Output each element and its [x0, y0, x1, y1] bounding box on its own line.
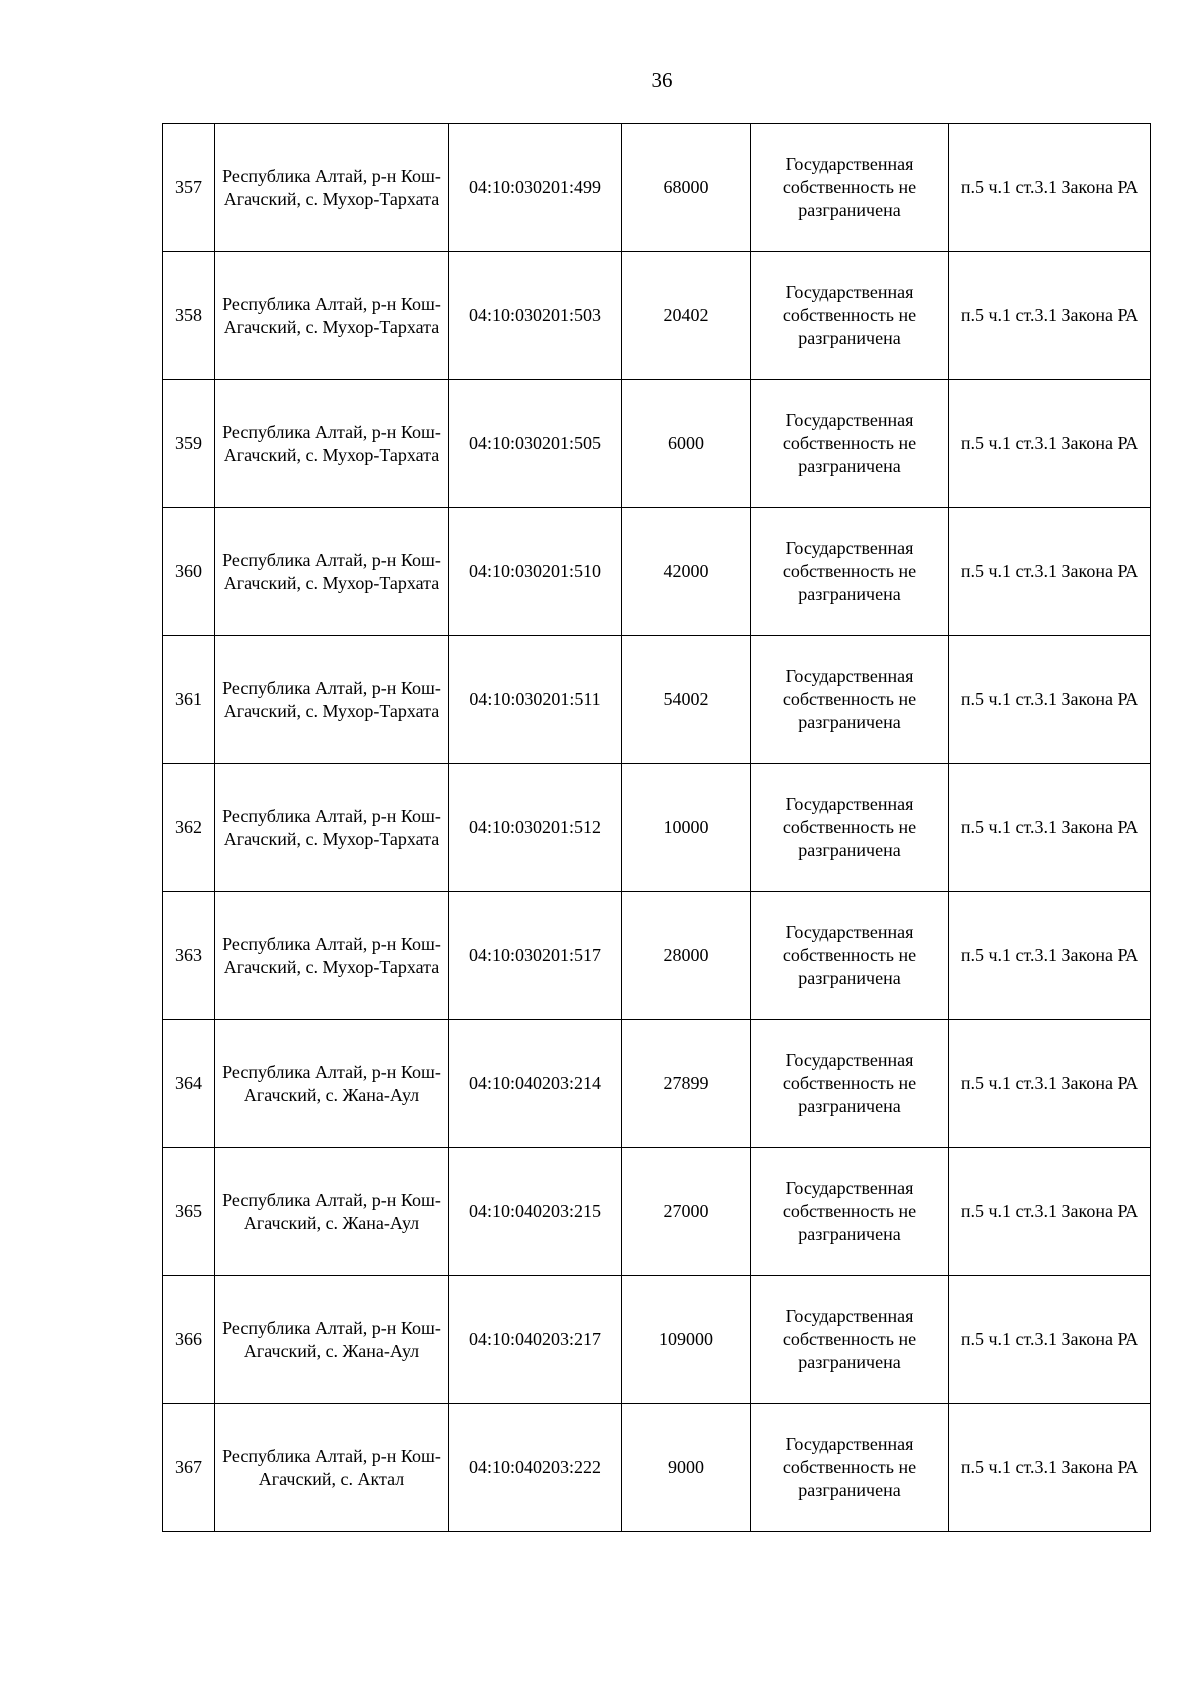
legal-basis-cell: п.5 ч.1 ст.3.1 Закона РА [949, 636, 1151, 764]
ownership-cell: Государственная собственность не разграничена [751, 1404, 949, 1532]
legal-basis-cell: п.5 ч.1 ст.3.1 Закона РА [949, 764, 1151, 892]
area-cell: 68000 [622, 124, 751, 252]
area-cell: 54002 [622, 636, 751, 764]
row-number-cell: 360 [163, 508, 215, 636]
address-cell: Республика Алтай, р-н Кош-Агачский, с. Мухор-Тархата [215, 252, 449, 380]
ownership-cell: Государственная собственность не разграничена [751, 1276, 949, 1404]
ownership-cell: Государственная собственность не разграничена [751, 380, 949, 508]
cadastral-number-cell: 04:10:030201:510 [449, 508, 622, 636]
ownership-cell: Государственная собственность не разграничена [751, 636, 949, 764]
row-number-cell: 366 [163, 1276, 215, 1404]
cadastral-number-cell: 04:10:040203:222 [449, 1404, 622, 1532]
legal-basis-cell: п.5 ч.1 ст.3.1 Закона РА [949, 508, 1151, 636]
ownership-cell: Государственная собственность не разграничена [751, 1020, 949, 1148]
table-row [163, 252, 1151, 380]
table-row [163, 764, 1151, 892]
area-cell: 109000 [622, 1276, 751, 1404]
ownership-cell: Государственная собственность не разграничена [751, 1148, 949, 1276]
cadastral-number-cell: 04:10:040203:215 [449, 1148, 622, 1276]
address-cell: Республика Алтай, р-н Кош-Агачский, с. Жана-Аул [215, 1020, 449, 1148]
cadastral-number-cell: 04:10:030201:505 [449, 380, 622, 508]
legal-basis-cell: п.5 ч.1 ст.3.1 Закона РА [949, 124, 1151, 252]
cadastral-number-cell: 04:10:030201:512 [449, 764, 622, 892]
legal-basis-cell: п.5 ч.1 ст.3.1 Закона РА [949, 1020, 1151, 1148]
address-cell: Республика Алтай, р-н Кош-Агачский, с. Мухор-Тархата [215, 124, 449, 252]
legal-basis-cell: п.5 ч.1 ст.3.1 Закона РА [949, 892, 1151, 1020]
legal-basis-cell: п.5 ч.1 ст.3.1 Закона РА [949, 1276, 1151, 1404]
area-cell: 10000 [622, 764, 751, 892]
row-number-cell: 358 [163, 252, 215, 380]
address-cell: Республика Алтай, р-н Кош-Агачский, с. Жана-Аул [215, 1148, 449, 1276]
address-cell: Республика Алтай, р-н Кош-Агачский, с. Мухор-Тархата [215, 892, 449, 1020]
address-cell: Республика Алтай, р-н Кош-Агачский, с. Мухор-Тархата [215, 508, 449, 636]
cadastral-number-cell: 04:10:030201:517 [449, 892, 622, 1020]
area-cell: 20402 [622, 252, 751, 380]
ownership-cell: Государственная собственность не разграничена [751, 508, 949, 636]
area-cell: 9000 [622, 1404, 751, 1532]
table-row [163, 892, 1151, 1020]
row-number-cell: 359 [163, 380, 215, 508]
cadastral-number-cell: 04:10:030201:511 [449, 636, 622, 764]
legal-basis-cell: п.5 ч.1 ст.3.1 Закона РА [949, 380, 1151, 508]
area-cell: 28000 [622, 892, 751, 1020]
address-cell: Республика Алтай, р-н Кош-Агачский, с. Мухор-Тархата [215, 636, 449, 764]
ownership-cell: Государственная собственность не разграничена [751, 892, 949, 1020]
table-row [163, 1020, 1151, 1148]
cadastral-number-cell: 04:10:030201:503 [449, 252, 622, 380]
address-cell: Республика Алтай, р-н Кош-Агачский, с. Актал [215, 1404, 449, 1532]
row-number-cell: 364 [163, 1020, 215, 1148]
ownership-cell: Государственная собственность не разграничена [751, 124, 949, 252]
address-cell: Республика Алтай, р-н Кош-Агачский, с. Мухор-Тархата [215, 764, 449, 892]
table-row [163, 380, 1151, 508]
legal-basis-cell: п.5 ч.1 ст.3.1 Закона РА [949, 252, 1151, 380]
table-row [163, 1148, 1151, 1276]
table-row [163, 636, 1151, 764]
ownership-cell: Государственная собственность не разграничена [751, 252, 949, 380]
cadastral-number-cell: 04:10:040203:217 [449, 1276, 622, 1404]
cadastral-number-cell: 04:10:040203:214 [449, 1020, 622, 1148]
legal-basis-cell: п.5 ч.1 ст.3.1 Закона РА [949, 1404, 1151, 1532]
area-cell: 6000 [622, 380, 751, 508]
legal-basis-cell: п.5 ч.1 ст.3.1 Закона РА [949, 1148, 1151, 1276]
row-number-cell: 367 [163, 1404, 215, 1532]
table-row [163, 508, 1151, 636]
row-number-cell: 363 [163, 892, 215, 1020]
land-plot-table [162, 123, 1151, 1532]
ownership-cell: Государственная собственность не разграничена [751, 764, 949, 892]
page-number: 36 [651, 68, 673, 92]
area-cell: 27000 [622, 1148, 751, 1276]
row-number-cell: 365 [163, 1148, 215, 1276]
row-number-cell: 357 [163, 124, 215, 252]
area-cell: 27899 [622, 1020, 751, 1148]
address-cell: Республика Алтай, р-н Кош-Агачский, с. Жана-Аул [215, 1276, 449, 1404]
area-cell: 42000 [622, 508, 751, 636]
address-cell: Республика Алтай, р-н Кош-Агачский, с. Мухор-Тархата [215, 380, 449, 508]
row-number-cell: 361 [163, 636, 215, 764]
table-row [163, 1276, 1151, 1404]
row-number-cell: 362 [163, 764, 215, 892]
cadastral-number-cell: 04:10:030201:499 [449, 124, 622, 252]
table-row [163, 1404, 1151, 1532]
table-row [163, 124, 1151, 252]
